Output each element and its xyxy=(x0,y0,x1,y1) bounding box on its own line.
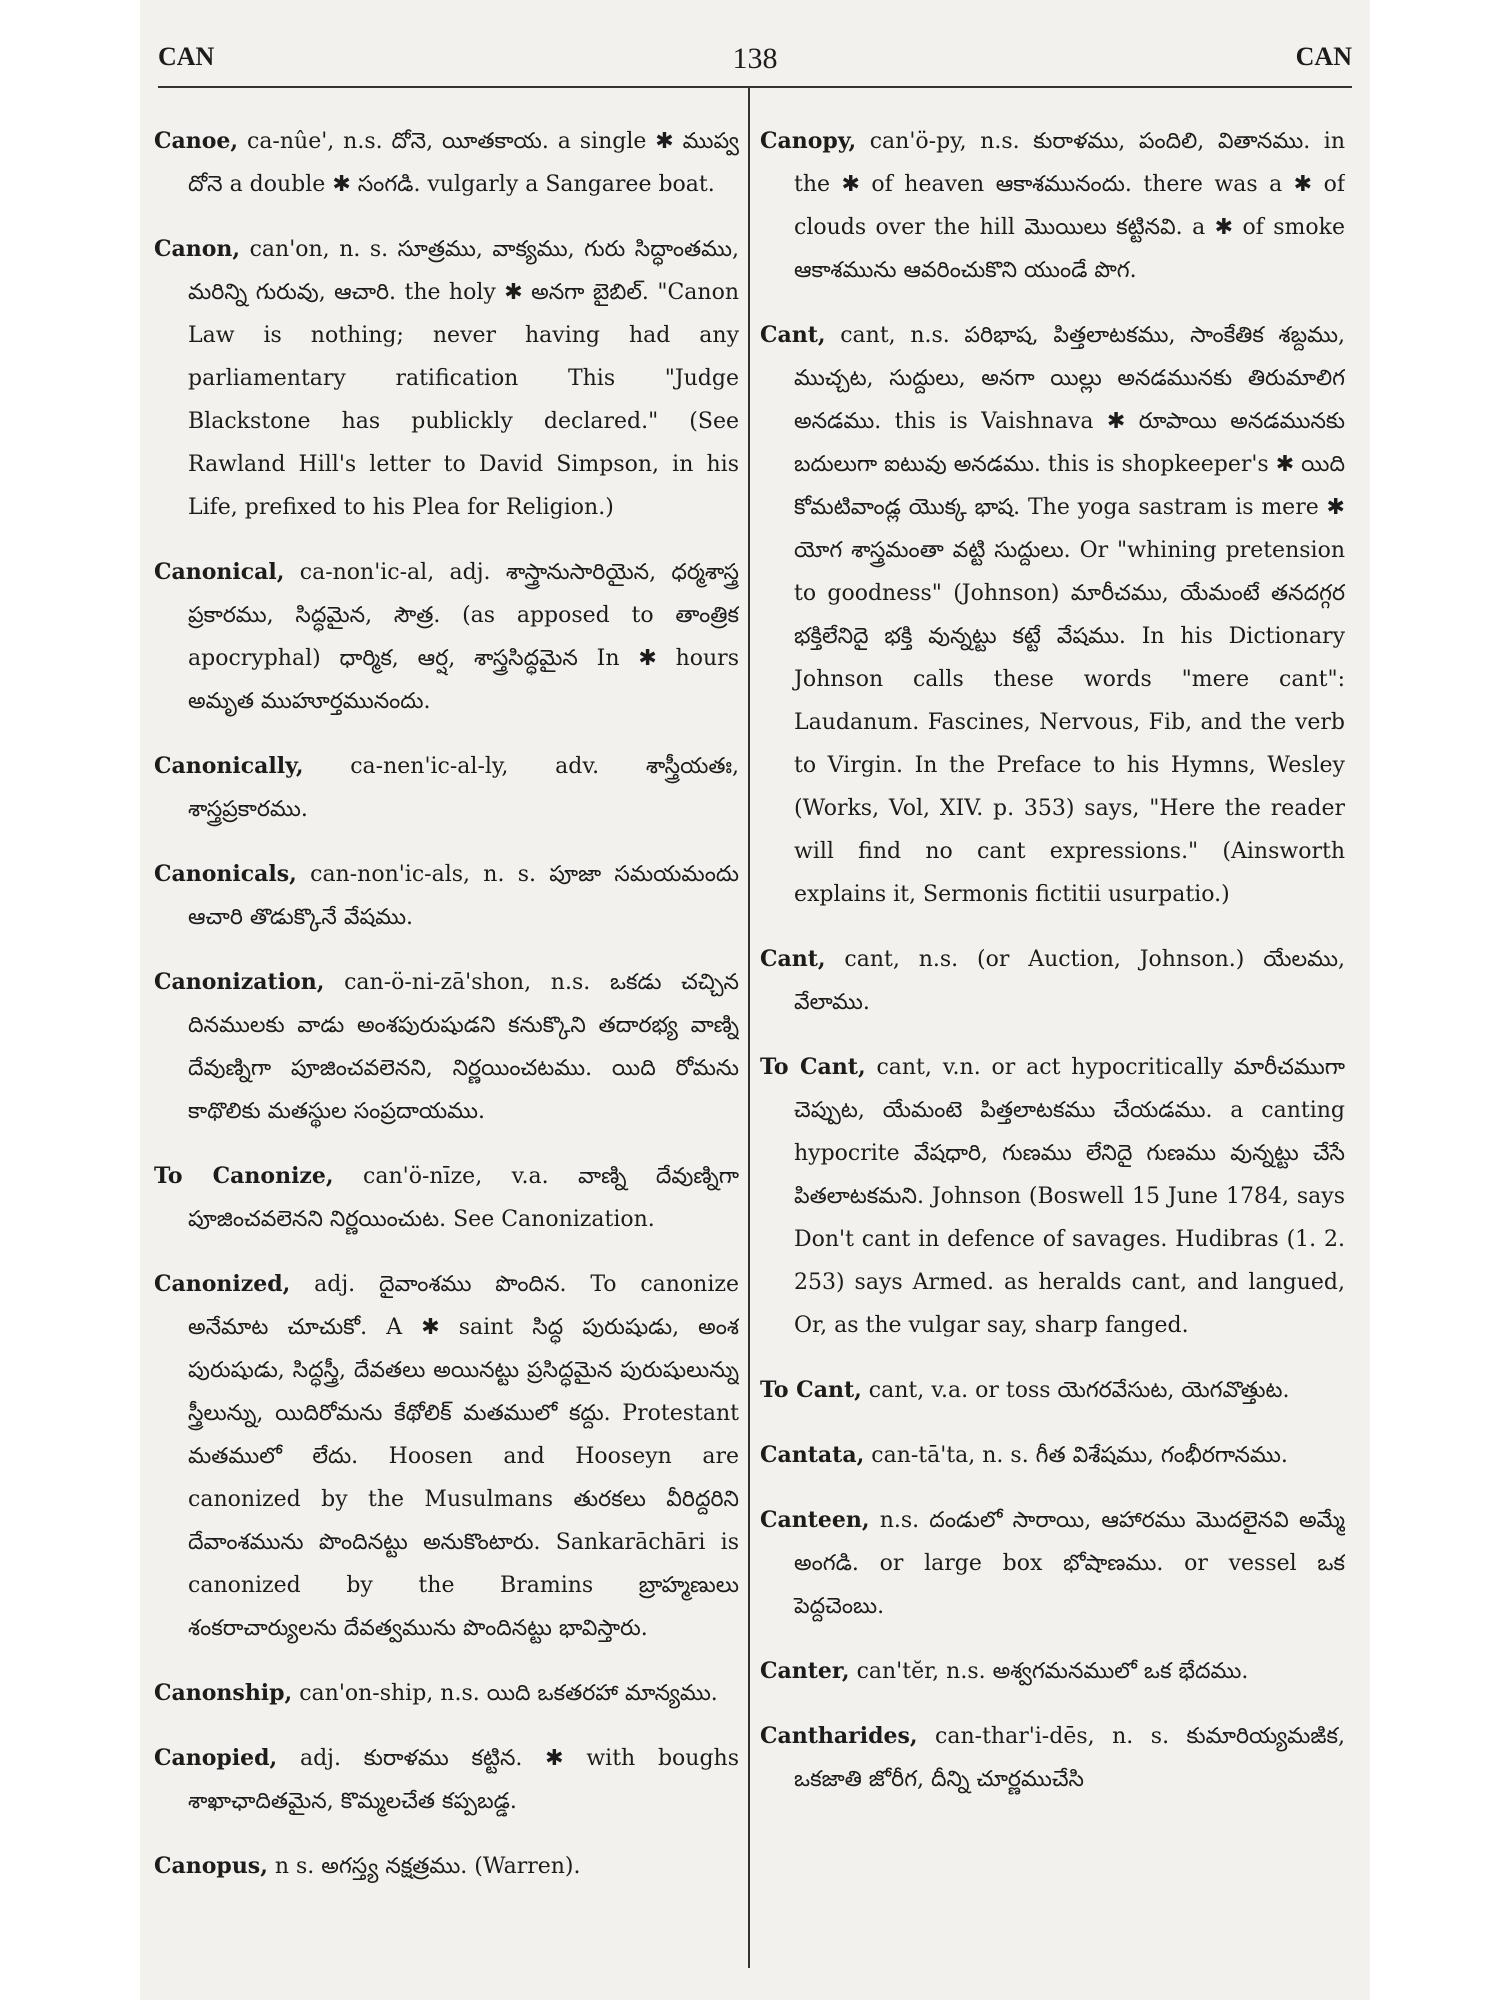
entry-headword: Canteen, xyxy=(760,1507,870,1533)
right-column xyxy=(760,98,1345,1978)
entry-definition: ca-nûe', n.s. దోనె, యీతకాయ. a single ✱ ముప్వ దోనె a double ✱ సంగడి. vulgarly a Sangaree boat. xyxy=(188,129,739,197)
entry-headword: Canonized, xyxy=(154,1271,291,1297)
entry-definition: ca-nen'ic-al-ly, adv. శాస్త్రీయతః, శాస్త్రప్రకారము. xyxy=(188,754,739,822)
dictionary-entry xyxy=(154,1737,739,1823)
entry-definition: ca-non'ic-al, adj. శాస్త్రానుసారియైన, ధర్మశాస్త్ర ప్రకారము, సిద్ధమైన, సౌత్ర. (as apposed to తాంత్రిక apocryphal) ధార్మిక, ఆర్ష, శాస్త్రసిద్ధమైన In ✱ hours అమృత ముహూర్తమునందు. xyxy=(188,560,739,714)
left-column xyxy=(154,98,739,1978)
dictionary-entry xyxy=(760,1369,1345,1412)
dictionary-entry xyxy=(154,551,739,723)
entry-definition: can-ö-ni-zā'shon, n.s. ఒకడు చచ్చిన దినములకు వాడు అంశపురుషుడని కనుక్కొని తదారభ్య వాణ్ని దేవుణ్నిగా పూజించవలెనని, నిర్ణయించటము. యిది రోమను కాథొలికు మతస్థుల సంప్రదాయము. xyxy=(188,970,739,1124)
entry-definition: adj. కురాళము కట్టిన. ✱ with boughs శాఖాఛాదితమైన, కొమ్మలచేత కప్పబడ్డ. xyxy=(188,1746,739,1814)
dictionary-entry xyxy=(154,1845,739,1888)
dictionary-entry xyxy=(154,745,739,831)
entry-headword: Cant, xyxy=(760,322,826,348)
entry-headword: Canopus, xyxy=(154,1853,268,1879)
dictionary-entry xyxy=(154,228,739,529)
dictionary-entry xyxy=(154,1155,739,1241)
entry-headword: To Canonize, xyxy=(154,1163,334,1189)
entry-definition: cant, v.a. or toss యెగరవేసుట, యెగవొత్తుట. xyxy=(861,1378,1290,1403)
entry-headword: Canopied, xyxy=(154,1745,278,1771)
entry-definition: can'ö-py, n.s. కురాళము, పందిలి, వితానము. in the ✱ of heaven ఆకాశమునందు. there was a ✱ of clouds over the hill మొయిలు కట్టినవి. a ✱ of smoke ఆకాశమును ఆవరించుకొని యుండే పొగ. xyxy=(794,129,1345,283)
dictionary-entry xyxy=(760,1650,1345,1693)
header-left-guide-word: CAN xyxy=(158,42,215,71)
entry-headword: To Cant, xyxy=(760,1054,866,1080)
entry-headword: Canoe, xyxy=(154,128,239,154)
page-header xyxy=(158,42,1352,82)
entry-headword: Canonically, xyxy=(154,753,304,779)
dictionary-page xyxy=(140,0,1370,2000)
dictionary-entry xyxy=(760,120,1345,292)
dictionary-entry xyxy=(760,938,1345,1024)
entry-definition: cant, v.n. or act hypocritically మారీచముగా చెప్పుట, యేమంటె పిత్తలాటకము చేయడము. a canting hypocrite వేషధారి, గుణము లేనిదై గుణము వున్నట్టు చేసే పితలాటకమని. Johnson (Boswell 15 June 1784, says Don't cant in defence of savages. Hudibras (1. 2. 253) says Armed. as heralds cant, and langued, Or, as the vulgar say, sharp fanged. xyxy=(794,1055,1345,1338)
header-rule xyxy=(158,86,1352,88)
page-number: 138 xyxy=(732,42,778,75)
dictionary-entry xyxy=(154,853,739,939)
entry-headword: Canter, xyxy=(760,1658,850,1684)
entry-definition: can-non'ic-als, n. s. పూజా సమయమందు ఆచారి తొడుక్కొనే వేషము. xyxy=(188,862,739,930)
entry-definition: n s. అగస్త్య నక్షత్రము. (Warren). xyxy=(267,1854,581,1879)
entry-definition: cant, n.s. పరిభాష, పిత్తలాటకము, సాంకేతిక శబ్దము, ముచ్చట, సుద్దులు, అనగా యిల్లు అనడమునకు తిరుమాలిగ అనడము. this is Vaishnava ✱ రూపాయి అనడమునకు బదులుగా ఐటువు అనడము. this is shopkeeper's ✱ యిది కోమటివాండ్ల యొక్క భాష. The yoga sastram is mere ✱ యోగ శాస్త్రమంతా వట్టి సుద్దులు. Or "whining pretension to goodness" (Johnson) మారీచము, యేమంటే తనదగ్గర భక్తిలేనిదై భక్తి వున్నట్టు కట్టే వేషము. In his Dictionary Johnson calls these words "mere cant": Laudanum. Fascines, Nervous, Fib, and the verb to Virgin. In the Preface to his Hymns, Wesley (Works, Vol, XIV. p. 353) says, "Here the reader will find no cant expressions." (Ainsworth explains it, Sermonis fictitii usurpatio.) xyxy=(794,323,1345,907)
entry-definition: can'on-ship, n.s. యిది ఒకతరహా మాన్యము. xyxy=(292,1681,718,1706)
entry-headword: Canonical, xyxy=(154,559,285,585)
dictionary-entry xyxy=(154,1263,739,1650)
dictionary-entry xyxy=(760,1046,1345,1347)
entry-headword: Canonization, xyxy=(154,969,325,995)
entry-headword: Canonship, xyxy=(154,1680,293,1706)
entry-headword: Canonicals, xyxy=(154,861,297,887)
entry-definition: can-thar'i-dēs, n. s. కుమారియ్యమఙిక, ఒకజాతి జోరీగ, దీన్ని చూర్ణముచేసి xyxy=(794,1724,1345,1792)
entry-headword: Canon, xyxy=(154,236,241,262)
column-divider xyxy=(748,88,750,1968)
entry-headword: Cant, xyxy=(760,946,826,972)
entry-definition: can'tĕr, n.s. అశ్వగమనములో ఒక భేదము. xyxy=(849,1659,1249,1684)
dictionary-entry xyxy=(154,120,739,206)
entry-headword: Canopy, xyxy=(760,128,857,154)
dictionary-entry xyxy=(760,314,1345,916)
entry-headword: Cantharides, xyxy=(760,1723,918,1749)
entry-definition: cant, n.s. (or Auction, Johnson.) యేలము, వేలాము. xyxy=(794,947,1345,1015)
header-right-guide-word: CAN xyxy=(1295,42,1352,71)
entry-headword: To Cant, xyxy=(760,1377,862,1403)
dictionary-entry xyxy=(760,1715,1345,1801)
entry-definition: adj. దైవాంశము పొందిన. To canonize అనేమాట చూచుకో. A ✱ saint సిద్ధ పురుషుడు, అంశ పురుషుడు, సిద్ధస్త్రీ, దేవతలు అయినట్టు ప్రసిద్ధమైన పురుషులున్ను స్త్రీలున్ను, యిదిరోమను కేథోలిక్ మతములో కద్దు. Protestant మతములో లేదు. Hoosen and Hooseyn are canonized by the Musulmans తురకలు వీరిద్దరిని దేవాంశమును పొందినట్టు అనుకొంటారు. Sankarāchāri is canonized by the Bramins బ్రాహ్మణులు శంకరాచార్యులను దేవత్వమును పొందినట్టు భావిస్తారు. xyxy=(188,1272,739,1641)
dictionary-entry xyxy=(154,961,739,1133)
entry-definition: can'on, n. s. సూత్రము, వాక్యము, గురు సిద్ధాంతము, మరిన్ని గురువు, ఆచారి. the holy ✱ అనగా బైబిల్. "Canon Law is nothing; never having had any parliamentary ratification This "Judge Blackstone has publickly declared." (See Rawland Hill's letter to David Simpson, in his Life, prefixed to his Plea for Religion.) xyxy=(188,237,739,520)
entry-definition: can'ö-nīze, v.a. వాణ్ని దేవుణ్నిగా పూజించవలెనని నిర్ణయించుట. See Canonization. xyxy=(188,1164,739,1232)
entry-definition: n.s. దండులో సారాయి, ఆహారము మొదలైనవి అమ్మే అంగడి. or large box భోషాణము. or vessel ఒక పెద్దచెంబు. xyxy=(794,1508,1345,1619)
dictionary-entry xyxy=(760,1434,1345,1477)
entry-headword: Cantata, xyxy=(760,1442,865,1468)
dictionary-entry xyxy=(760,1499,1345,1628)
dictionary-entry xyxy=(154,1672,739,1715)
entry-definition: can-tā'ta, n. s. గీత విశేషము, గంభీరగానము. xyxy=(864,1443,1288,1468)
